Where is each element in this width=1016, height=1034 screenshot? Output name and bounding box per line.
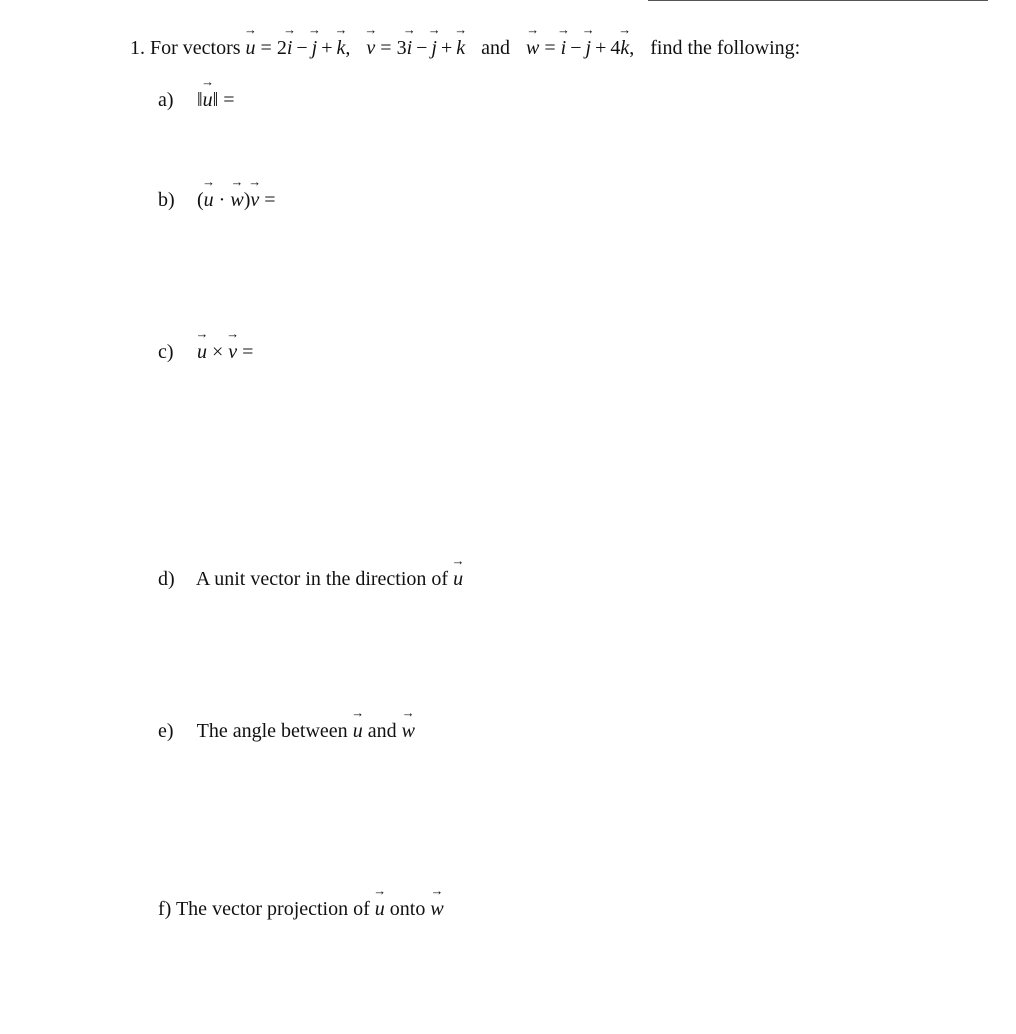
problem-statement: 1. For vectors → u = 2→ i −→ j +→ k, → v = 3→ i −→ j +→ k and → w = → i −→ j + 4→ k, find the following: [130,36,800,60]
part-c-expression: → u × → v = [197,341,253,363]
part-d-vector-u: → u [453,567,463,591]
part-a-label: a) [158,89,174,111]
vector-u-symbol: → u [246,36,256,60]
part-e-vector-w: → w [402,719,415,743]
part-c [158,340,253,364]
w-definition: = → i −→ j + 4→ k [544,37,629,59]
part-d-text: A unit vector in the direction of [195,568,449,590]
part-f-label: f) [158,898,172,920]
part-a-expression: ‖→ u‖ = [197,89,235,111]
problem-tail: find the following: [650,37,801,59]
u-definition: = 2→ i −→ j +→ k [261,37,346,59]
v-definition: = 3→ i −→ j +→ k [380,37,465,59]
vector-v-symbol: → v [366,36,375,60]
part-f-vector-w: → w [430,897,443,921]
problem-number: 1. [130,37,145,59]
top-rule [648,0,988,1]
problem-intro: For vectors [150,37,241,59]
part-e-label: e) [158,720,174,742]
part-f-text-mid: onto [389,898,426,920]
part-f-text-before: The vector projection of [175,898,370,920]
part-f-vector-u: → u [375,897,385,921]
part-e-vector-u: → u [353,719,363,743]
part-e [158,719,415,743]
part-d [158,567,463,591]
and-word: and [481,37,511,59]
part-b [158,188,276,212]
part-d-label: d) [158,568,175,590]
part-e-text-mid: and [367,720,397,742]
part-e-text-before: The angle between [196,720,348,742]
part-f [158,897,444,921]
part-a [158,88,235,112]
vector-w-symbol: → w [526,36,539,60]
part-c-label: c) [158,341,174,363]
part-b-expression: (→ u · → w)→ v = [197,189,276,211]
part-b-label: b) [158,189,175,211]
